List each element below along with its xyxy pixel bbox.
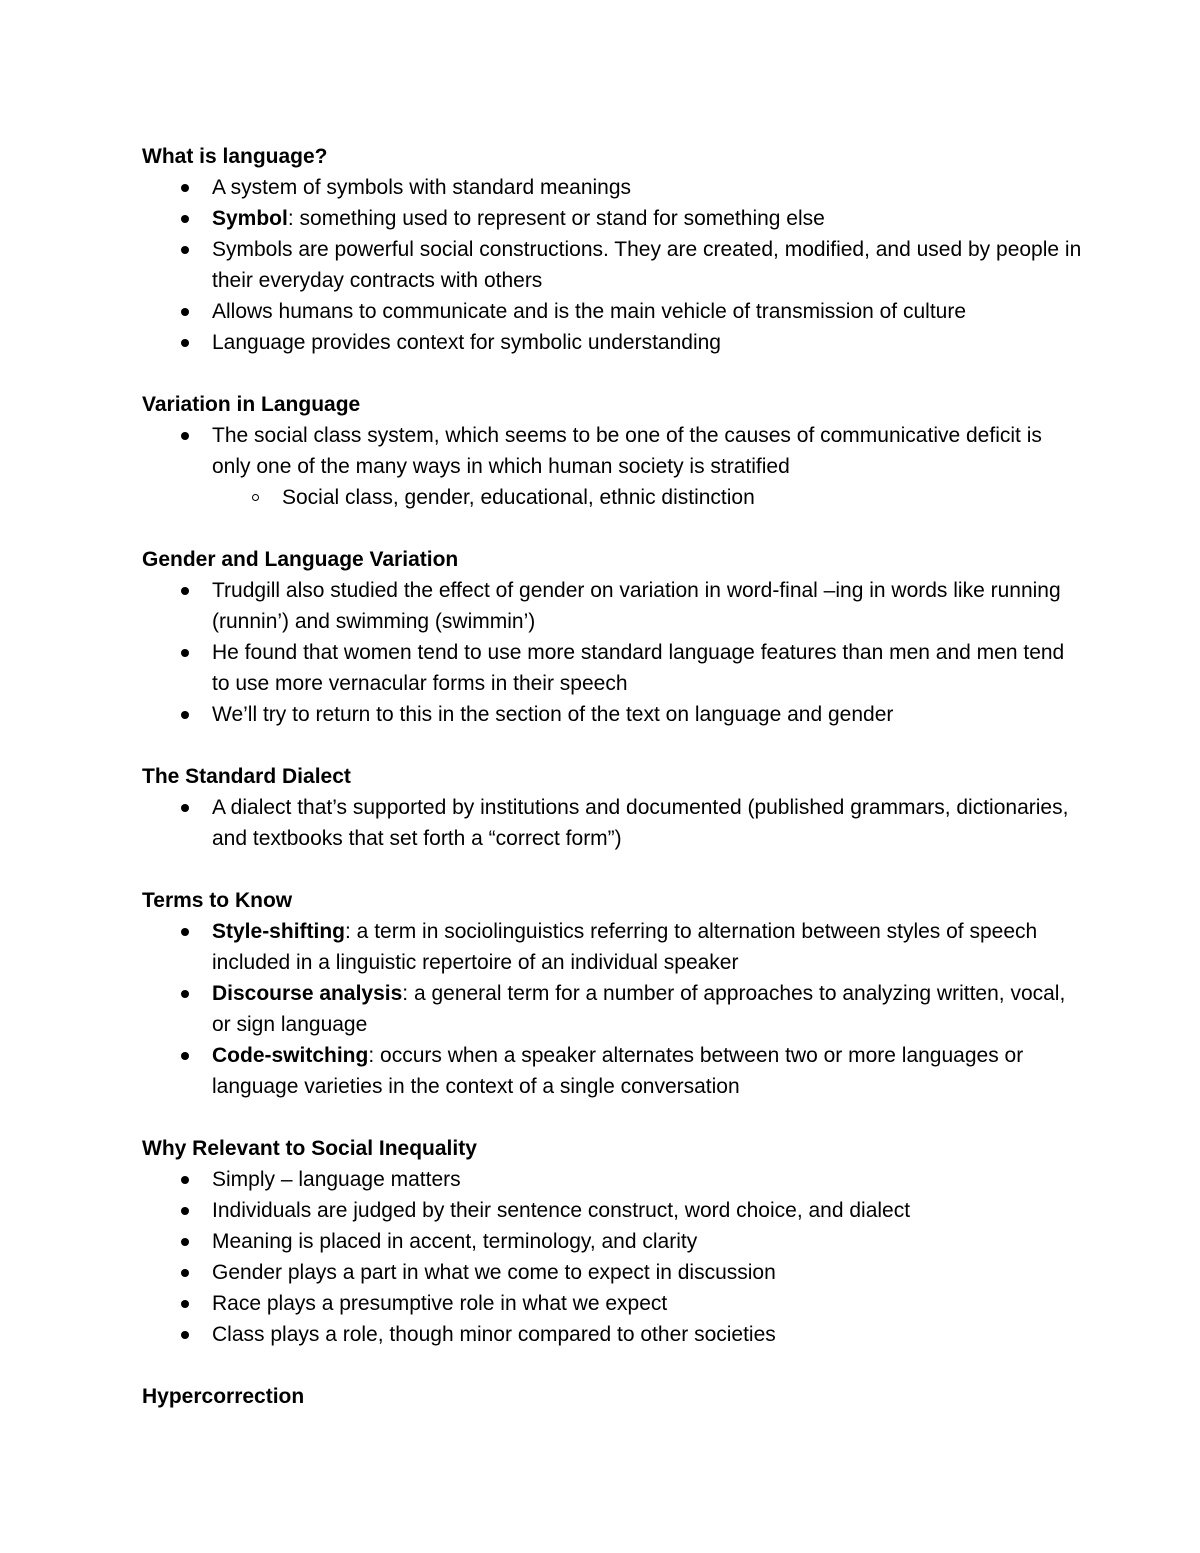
section-heading: Why Relevant to Social Inequality xyxy=(142,1137,477,1160)
list-item: Trudgill also studied the effect of gender on variation in word-final –ing in words like running (runnin’) and swimming (swimmin’) xyxy=(142,575,1082,637)
list-item: Meaning is placed in accent, terminology, and clarity xyxy=(142,1226,1082,1257)
section-hypercorrection xyxy=(142,1381,1082,1412)
sub-list-item: Social class, gender, educational, ethnic distinction xyxy=(212,482,1082,513)
term-label: Style-shifting xyxy=(212,920,346,943)
section-heading: Gender and Language Variation xyxy=(142,548,459,571)
section-heading: Hypercorrection xyxy=(142,1385,305,1408)
section-why-relevant xyxy=(142,1133,1082,1350)
list-item: The social class system, which seems to be one of the causes of communicative deficit is only one of the many ways in which human society is stratified Social class, gender, educational, ethnic distinction xyxy=(142,420,1082,513)
list-item: Symbol: something used to represent or stand for something else xyxy=(142,203,1082,234)
list-item: Code-switching: occurs when a speaker alternates between two or more languages or language varieties in the context of a single conversation xyxy=(142,1040,1082,1102)
list-item: Simply – language matters xyxy=(142,1164,1082,1195)
term-label: Symbol xyxy=(212,207,288,230)
term-label: Discourse analysis xyxy=(212,982,403,1005)
list-item: He found that women tend to use more standard language features than men and men tend to use more vernacular forms in their speech xyxy=(142,637,1082,699)
list-item: Individuals are judged by their sentence construct, word choice, and dialect xyxy=(142,1195,1082,1226)
list-item: Style-shifting: a term in sociolinguistics referring to alternation between styles of speech included in a linguistic repertoire of an individual speaker xyxy=(142,916,1082,978)
list-item: We’ll try to return to this in the section of the text on language and gender xyxy=(142,699,1082,730)
list-item: Discourse analysis: a general term for a number of approaches to analyzing written, vocal, or sign language xyxy=(142,978,1082,1040)
term-label: Code-switching xyxy=(212,1044,369,1067)
list-item: Allows humans to communicate and is the main vehicle of transmission of culture xyxy=(142,296,1082,327)
section-gender-and-language-variation xyxy=(142,544,1082,730)
list-item: A system of symbols with standard meanings xyxy=(142,172,1082,203)
sub-bullet-list xyxy=(212,482,1082,513)
bullet-list xyxy=(142,1164,1082,1350)
section-terms-to-know xyxy=(142,885,1082,1102)
list-item: A dialect that’s supported by institutions and documented (published grammars, dictionaries, and textbooks that set forth a “correct form”) xyxy=(142,792,1082,854)
section-what-is-language xyxy=(142,141,1082,358)
bullet-list xyxy=(142,575,1082,730)
section-heading: Variation in Language xyxy=(142,393,361,416)
section-heading: What is language? xyxy=(142,145,328,168)
list-item: Symbols are powerful social constructions. They are created, modified, and used by people in their everyday contracts with others xyxy=(142,234,1082,296)
list-item: Language provides context for symbolic understanding xyxy=(142,327,1082,358)
list-item: Class plays a role, though minor compared to other societies xyxy=(142,1319,1082,1350)
section-heading: The Standard Dialect xyxy=(142,765,351,788)
bullet-list xyxy=(142,172,1082,358)
section-standard-dialect xyxy=(142,761,1082,854)
document-page xyxy=(142,141,1082,1443)
bullet-list xyxy=(142,916,1082,1102)
section-variation-in-language xyxy=(142,389,1082,513)
bullet-list xyxy=(142,420,1082,513)
bullet-list xyxy=(142,792,1082,854)
list-item: Gender plays a part in what we come to expect in discussion xyxy=(142,1257,1082,1288)
section-heading: Terms to Know xyxy=(142,889,293,912)
list-item: Race plays a presumptive role in what we expect xyxy=(142,1288,1082,1319)
